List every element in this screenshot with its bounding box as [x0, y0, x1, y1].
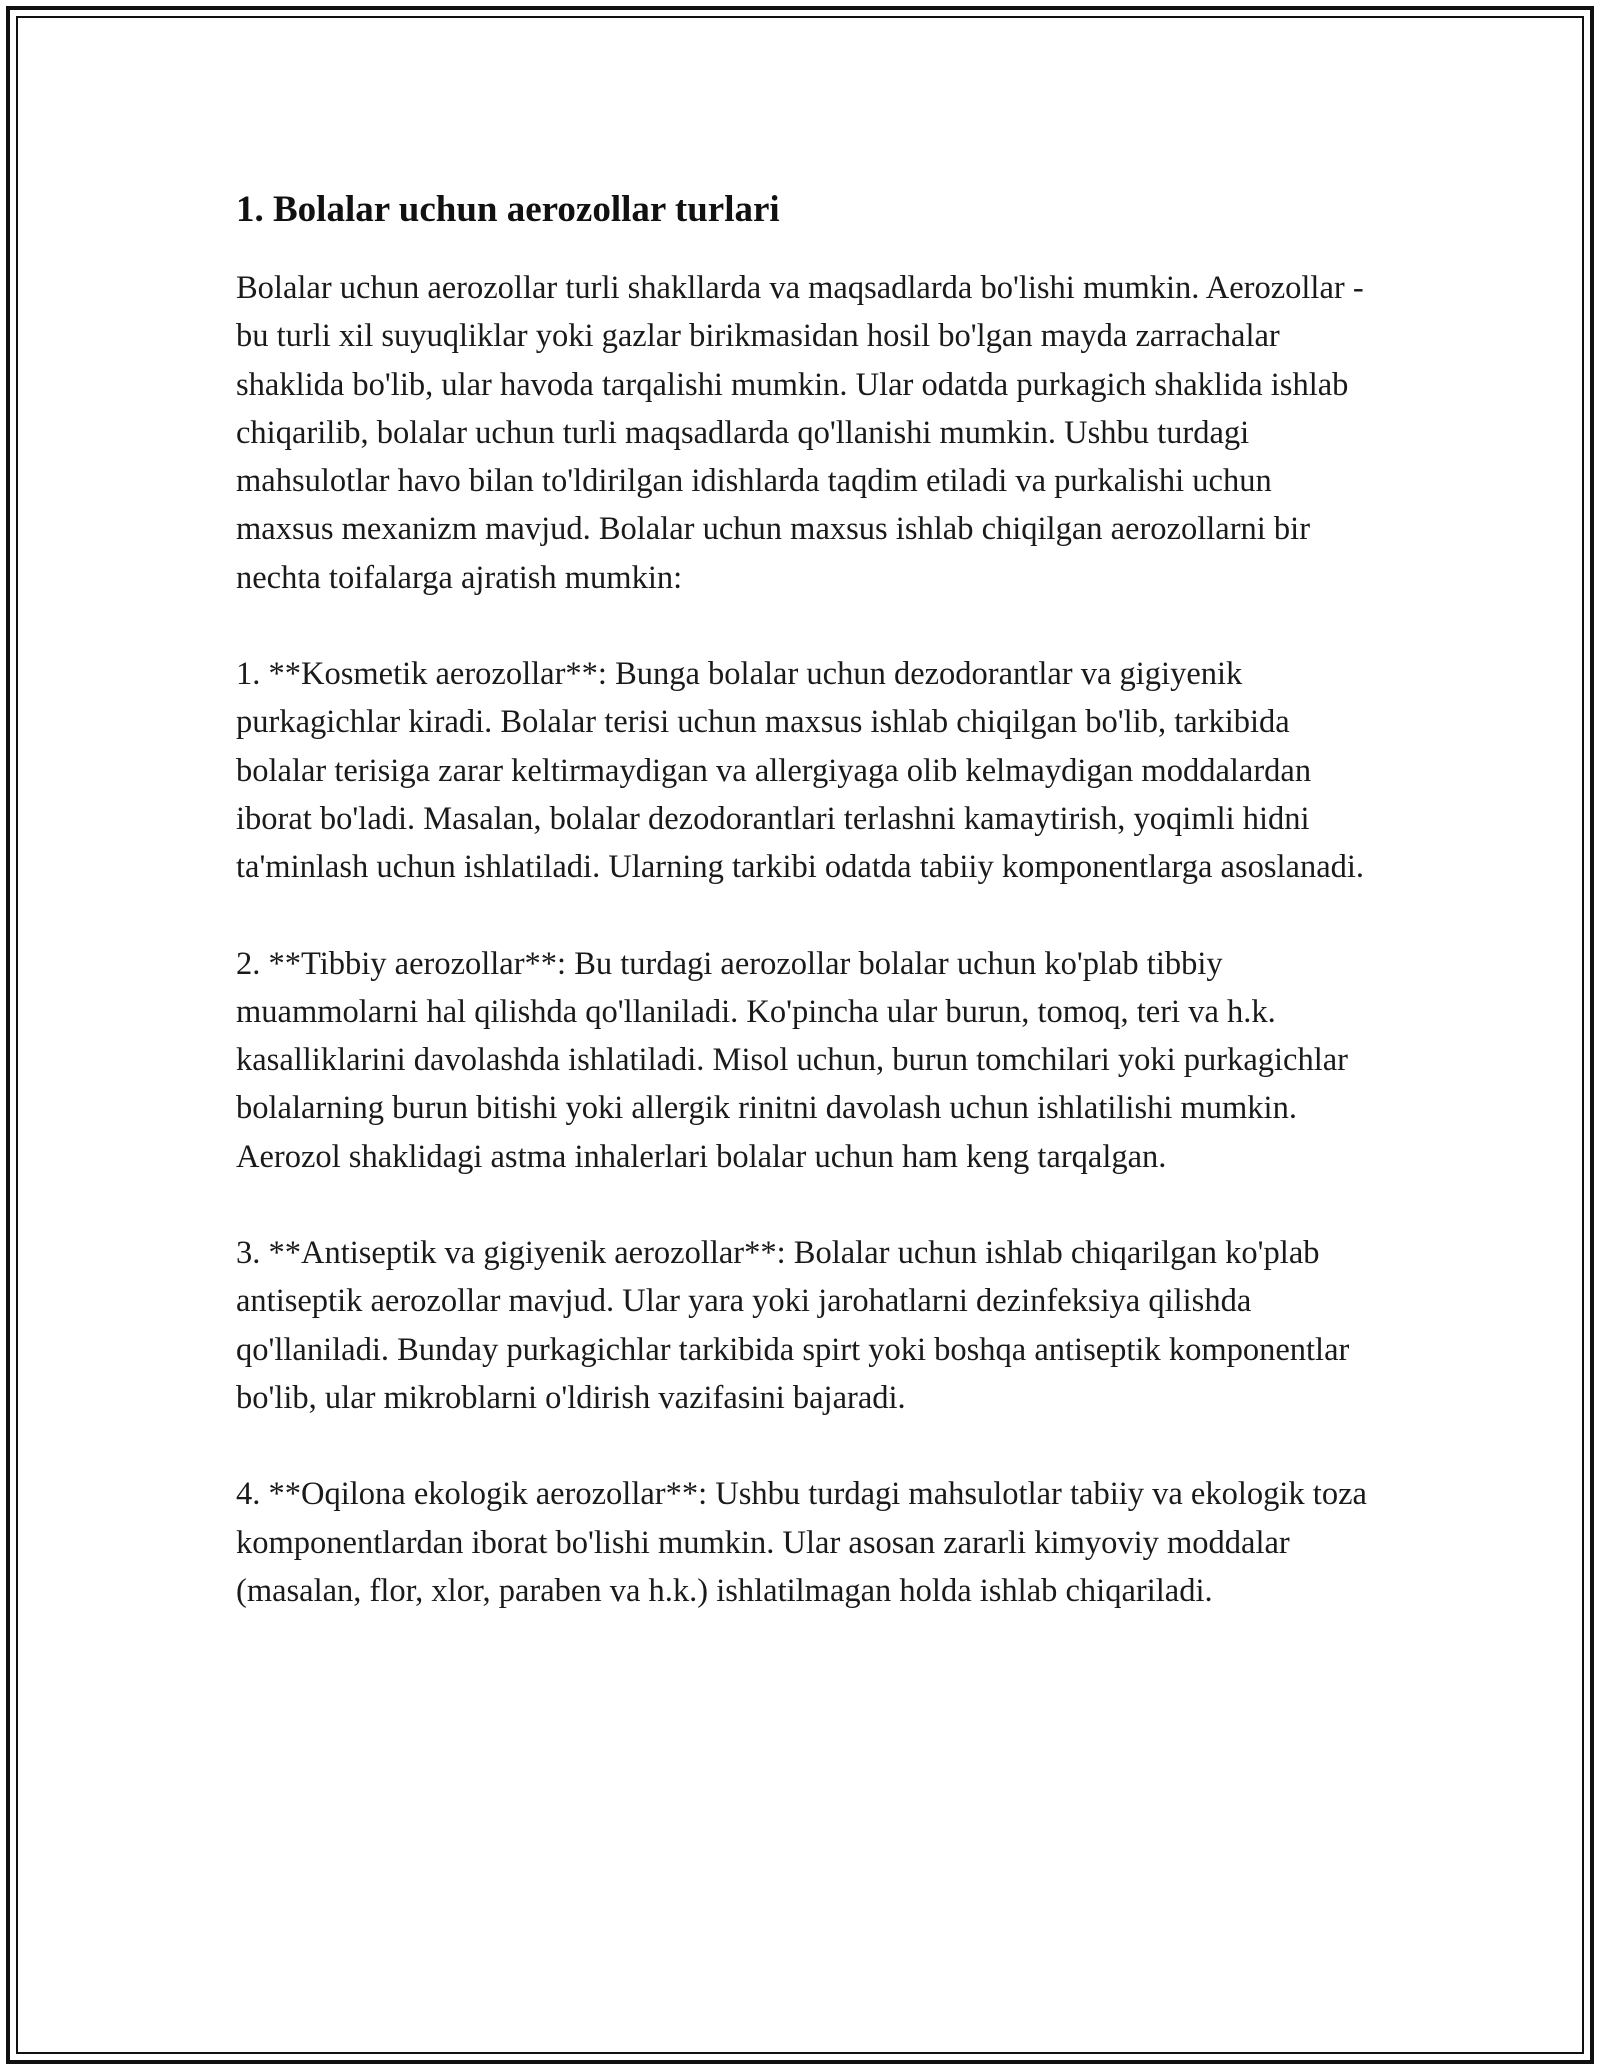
list-item-antiseptic: 3. **Antiseptik va gigiyenik aerozollar**: Bolalar uchun ishlab chiqarilgan ko'plab antiseptik aerozollar mavjud. Ular yara yoki jarohatlarni dezinfeksiya qilishda qo'llaniladi. Bunday purkagichlar tarkibida spirt yoki boshqa antiseptik komponentlar bo'lib, ular mikroblarni o'ldirish vazifasini bajaradi. — [236, 1235, 1350, 1416]
list-item-cosmetic: 1. **Kosmetik aerozollar**: Bunga bolalar uchun dezodorantlar va gigiyenik purkagichlar kiradi. Bolalar terisi uchun maxsus ishlab chiqilgan bo'lib, tarkibida bolalar terisiga zarar keltirmaydigan va allergiyaga olib kelmaydigan moddalardan iborat bo'ladi. Masalan, bolalar dezodorantlari terlashni kamaytirish, yoqimli hidni ta'minlash uchun ishlatiladi. Ularning tarkibi odatda tabiiy komponentlarga asoslanadi. — [236, 656, 1365, 886]
document-body — [236, 186, 1376, 1663]
list-item-medical: 2. **Tibbiy aerozollar**: Bu turdagi aerozollar bolalar uchun ko'plab tibbiy muammolarni hal qilishda qo'llaniladi. Ko'pincha ular burun, tomoq, teri va h.k. kasalliklarini davolashda ishlatiladi. Misol uchun, burun tomchilari yoki purkagichlar bolalarning burun bitishi yoki allergik rinitni davolash uchun ishlatilishi mumkin. Aerozol shaklidagi astma inhalerlari bolalar uchun ham keng tarqalgan. — [236, 945, 1348, 1175]
intro-paragraph: Bolalar uchun aerozollar turli shakllarda va maqsadlarda bo'lishi mumkin. Aerozollar - bu turli xil suyuqliklar yoki gazlar birikmasidan hosil bo'lgan mayda zarrachalar shaklida bo'lib, ular havoda tarqalishi mumkin. Ular odatda purkagich shaklida ishlab chiqarilib, bolalar uchun turli maqsadlarda qo'llanishi mumkin. Ushbu turdagi mahsulotlar havo bilan to'ldirilgan idishlarda taqdim etiladi va purkalishi uchun maxsus mexanizm mavjud. Bolalar uchun maxsus ishlab chiqilgan aerozollarni bir nechta toifalarga ajratish mumkin: — [236, 270, 1364, 596]
list-item-ecological: 4. **Oqilona ekologik aerozollar**: Ushbu turdagi mahsulotlar tabiiy va ekologik toza komponentlardan iborat bo'lishi mumkin. Ular asosan zararli kimyoviy moddalar (masalan, flor, xlor, paraben va h.k.) ishlatilmagan holda ishlab chiqariladi. — [236, 1476, 1367, 1609]
section-heading: 1. Bolalar uchun aerozollar turlari — [236, 189, 780, 230]
